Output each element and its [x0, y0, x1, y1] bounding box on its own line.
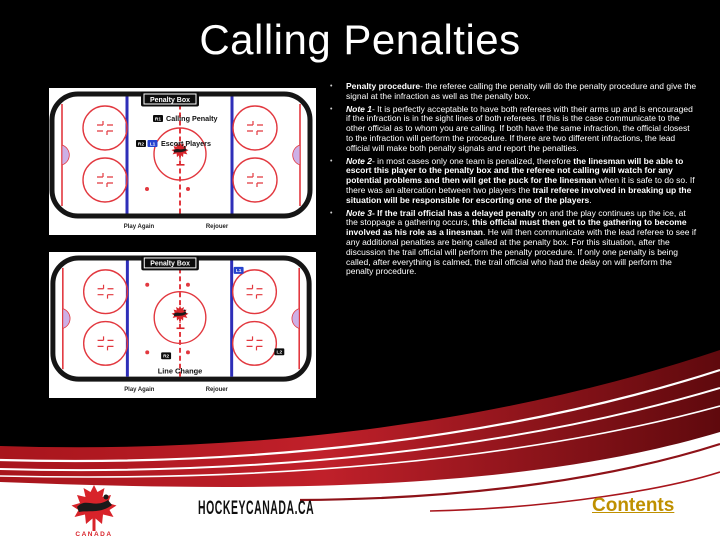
bullet-text-segment: .	[589, 194, 592, 205]
bullet-item	[329, 209, 697, 278]
caption-rejouer: Rejouer	[205, 224, 229, 230]
canada-label: CANADA	[75, 531, 113, 538]
slide-title: Calling Penalties	[199, 16, 521, 63]
bullet-text-segment: - It is perfectly acceptable to have both referees with their arms up and is encouraged if the infraction is in the sight lines of both referees. If this is the case communicate to the other official as to whom you are calling. If both have the same infraction, the official closest to the infraction will perform the procedure. If there are two different infractions, the lead official will make both penalty signals and report the penalties.	[346, 103, 693, 153]
caption-play-again: Play Again	[124, 387, 155, 394]
referee2-badge: R2	[163, 354, 170, 360]
bullet-text	[346, 156, 695, 205]
calling-penalty-annotation	[153, 114, 218, 123]
bullet-text-segment: the linesman will be able to escort this player to the penalty box and the referee not calling will watch for any potential problems and then will get the puck for the linesman	[346, 155, 684, 186]
bullet-list	[329, 82, 697, 280]
bullet-marker: •	[330, 157, 333, 165]
bullet-text-segment: when it is safe to do so. If there was an altercation between two players the	[346, 175, 695, 195]
bullet-text-segment: . He will then communicate with the lead referee to see if any additional penalties are being called at the penalty box. For this situation, after the discussion the trail official will perform the penalty procedure. If only one penalty is being called, after everything is calmed, the trail official who had the delay on will perform the penalty procedure.	[346, 227, 697, 277]
bullet-text	[346, 81, 696, 101]
bullet-text-segment: this official must then get to the gathering to become involved as his role as a linesman	[346, 217, 687, 238]
bullet-item	[329, 105, 697, 154]
calling-penalty-label: Calling Penalty	[166, 114, 218, 123]
referee2-badge: R2	[137, 142, 145, 148]
caption-rejouer: Rejouer	[205, 387, 228, 394]
linesman2-badge: L2	[276, 350, 283, 356]
bullet-item	[329, 157, 697, 206]
bullet-marker: •	[330, 83, 333, 90]
bullet-item	[329, 82, 697, 102]
bullet-text-segment: - If the trail official has a delayed penalty	[371, 207, 536, 218]
bullet-text-segment: on and the play continues up the ice, at the stoppage a gathering occurs,	[346, 207, 686, 228]
rink-1-svg	[49, 88, 316, 235]
referee1-badge: R1	[154, 117, 162, 123]
contents-link[interactable]: Contents	[592, 495, 675, 516]
bullet-marker: •	[330, 105, 333, 113]
svg-text:Penalty Box: Penalty Box	[149, 96, 191, 104]
bullet-text-segment: Note 1	[346, 103, 372, 114]
bullet-text-segment: - in most cases only one team is penalized, therefore	[371, 155, 574, 166]
bullet-text-segment: trail referee involved in breaking up the situation will be responsible for escorting one of the players	[346, 184, 692, 205]
bullet-marker: •	[330, 209, 333, 217]
bullet-text-segment: Note 2	[346, 155, 372, 166]
penalty-box-label	[141, 255, 199, 270]
linesman1-badge: L1	[149, 142, 156, 148]
escort-players-label: Escort Players	[161, 139, 211, 148]
bullet-text	[346, 208, 696, 277]
svg-text:Penalty Box: Penalty Box	[150, 260, 190, 268]
linesman1-position	[234, 267, 244, 274]
bullet-text	[346, 104, 693, 153]
bullet-text-segment: Penalty procedure	[346, 81, 421, 91]
rink-diagram-calling-penalty	[49, 88, 316, 235]
caption-play-again: Play Again	[123, 224, 155, 230]
bullet-text-segment: - the referee calling the penalty will do the penalty procedure and give the signal at the infraction as well as the penalty box.	[346, 81, 697, 101]
line-change-label: Line Change	[157, 366, 203, 376]
linesman1-badge: L1	[235, 269, 242, 275]
penalty-box-label	[141, 92, 199, 107]
bullet-text-segment: Note 3	[346, 207, 372, 218]
hockey-canada-logo	[68, 483, 120, 533]
logo-wordmark: HOCKEYCANADA.CA	[198, 498, 315, 519]
